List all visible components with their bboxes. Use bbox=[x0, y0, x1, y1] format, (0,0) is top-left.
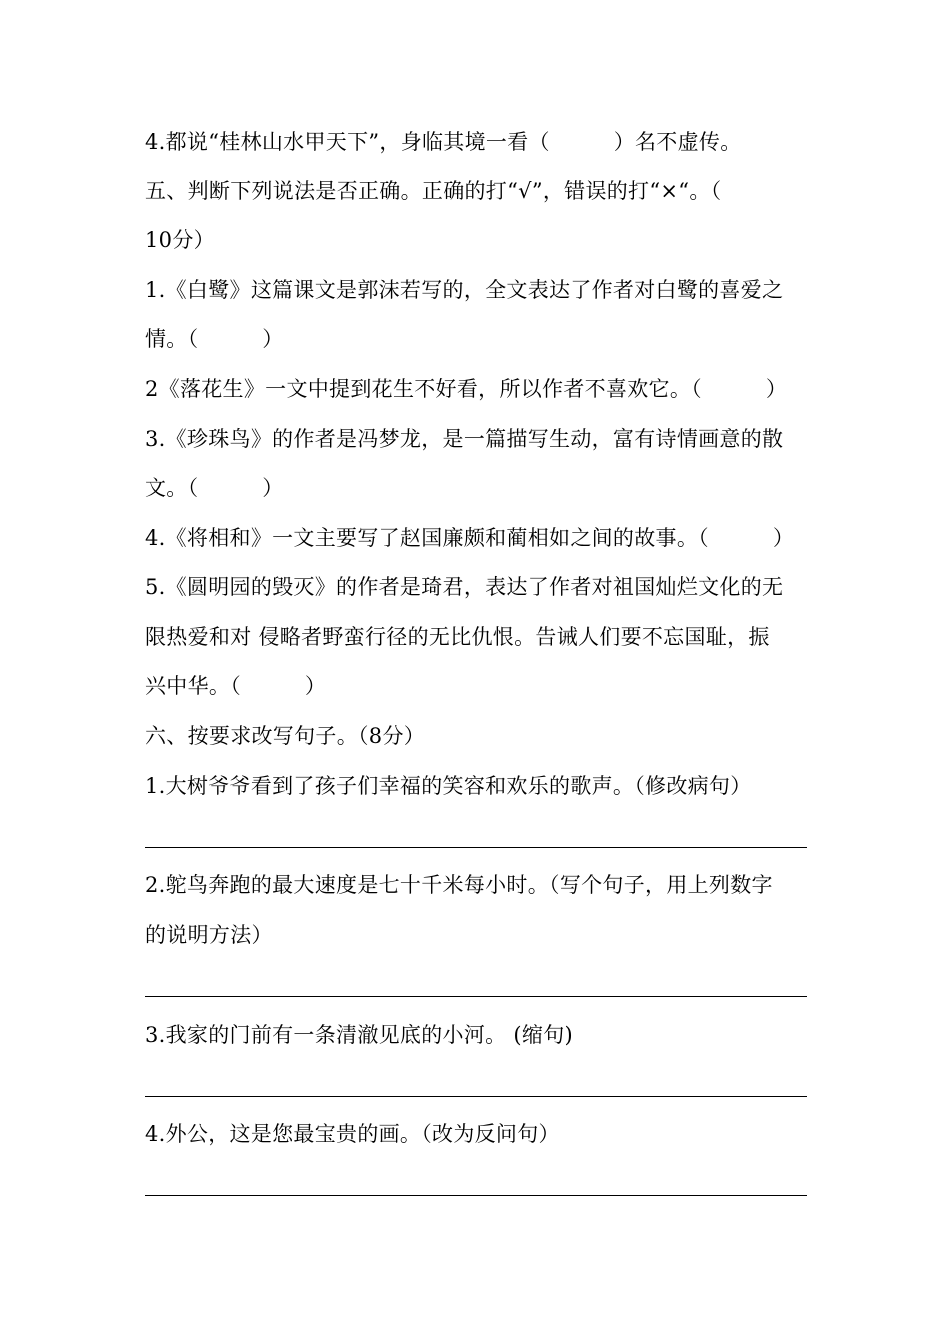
section-5-heading-score: 10分） bbox=[145, 228, 215, 252]
judge-item-3: 3.《珍珠鸟》的作者是冯梦龙，是一篇描写生动，富有诗情画意的散 bbox=[145, 427, 784, 451]
judge-item-3-cont: 文。（ ） bbox=[145, 476, 284, 500]
section-6-heading: 六、按要求改写句子。（8分） bbox=[145, 724, 426, 748]
answer-line-3[interactable] bbox=[145, 1096, 807, 1097]
rewrite-item-1: 1.大树爷爷看到了孩子们幸福的笑容和欢乐的歌声。（修改病句） bbox=[145, 774, 752, 798]
rewrite-item-2: 2.鸵鸟奔跑的最大速度是七十千米每小时。（写个句子，用上列数字 bbox=[145, 873, 773, 897]
judge-item-1-cont: 情。（ ） bbox=[145, 327, 284, 351]
judge-item-5: 5.《圆明园的毁灭》的作者是琦君，表达了作者对祖国灿烂文化的无 bbox=[145, 575, 784, 599]
rewrite-item-2-cont: 的说明方法） bbox=[145, 923, 273, 947]
question-4-fill-blank: 4.都说“桂林山水甲天下”，身临其境一看（ ）名不虚传。 bbox=[145, 130, 742, 154]
judge-item-1: 1.《白鹭》这篇课文是郭沫若写的，全文表达了作者对白鹭的喜爱之 bbox=[145, 278, 784, 302]
answer-line-2[interactable] bbox=[145, 996, 807, 997]
judge-item-5-cont2: 兴中华。（ ） bbox=[145, 674, 327, 698]
judge-item-4: 4.《将相和》一文主要写了赵国廉颇和蔺相如之间的故事。（ ） bbox=[145, 526, 795, 550]
answer-line-4[interactable] bbox=[145, 1195, 807, 1196]
rewrite-item-3: 3.我家的门前有一条清澈见底的小河。 (缩句) bbox=[145, 1023, 573, 1047]
judge-item-5-cont: 限热爱和对 侵略者野蛮行径的无比仇恨。告诫人们要不忘国耻，振 bbox=[145, 625, 770, 649]
answer-line-1[interactable] bbox=[145, 847, 807, 848]
judge-item-2: 2《落花生》一文中提到花生不好看，所以作者不喜欢它。（ ） bbox=[145, 377, 788, 401]
rewrite-item-4: 4.外公，这是您最宝贵的画。（改为反问句） bbox=[145, 1122, 560, 1146]
section-5-heading: 五、判断下列说法是否正确。正确的打“√”，错误的打“×“。（ bbox=[145, 179, 722, 203]
